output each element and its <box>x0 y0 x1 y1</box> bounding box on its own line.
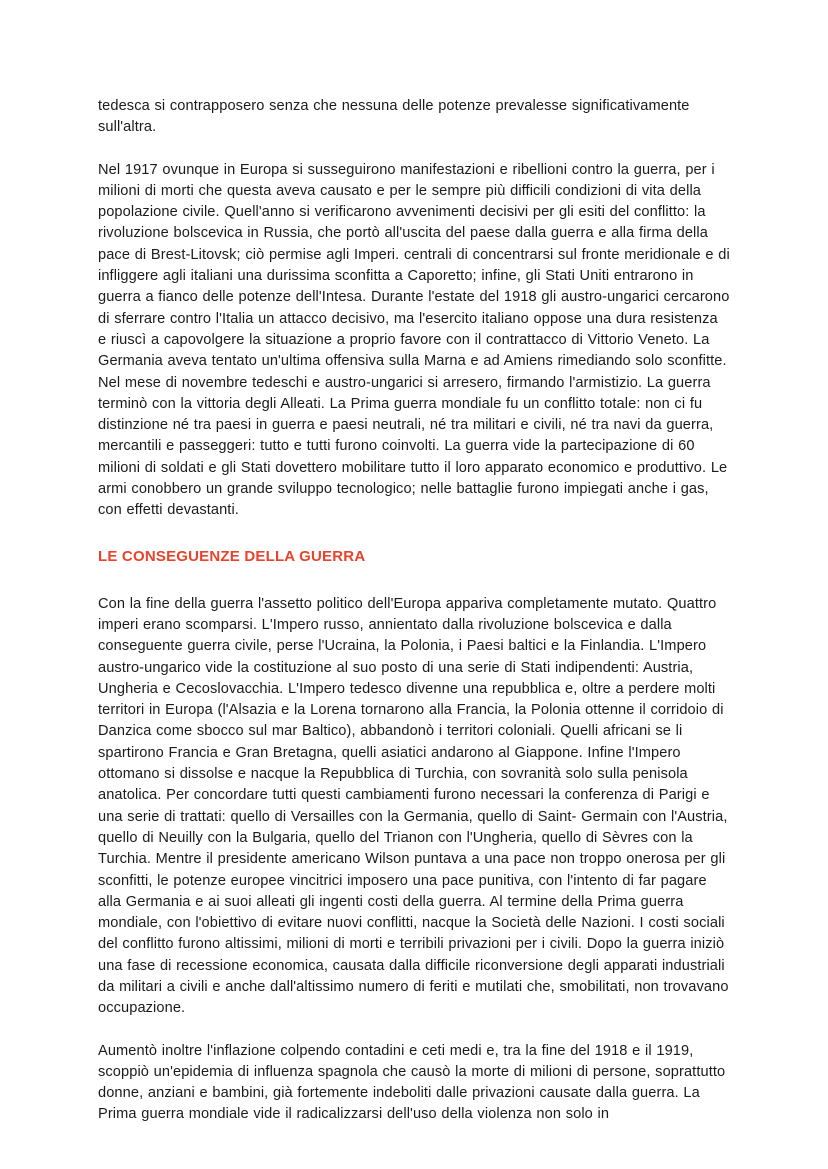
paragraph-continuation: tedesca si contrapposero senza che nessuna delle potenze prevalesse significativamente sull'altra. <box>98 98 690 136</box>
paragraph-inflation-influenza: Aumentò inoltre l'inflazione colpendo contadini e ceti medi e, tra la fine del 1918 e il 1919, scoppiò un'epidemia di influenza spagnola che causò la morte di milioni di persone, soprattutto donne, anziani e bambini, già fortemente indeboliti dalle privazioni causate dalla guerra. La Prima guerra mondiale vide il radicalizzarsi dell'uso della violenza non solo in <box>98 1042 726 1123</box>
paragraph-war-1917-1918: Nel 1917 ovunque in Europa si susseguirono manifestazioni e ribellioni contro la guerra, per i milioni di morti che questa aveva causato e per le sempre più difficili condizioni di vita della popolazione civile. Quell'anno si verificarono avvenimenti decisivi per gli esiti del conflitto: la rivoluzione bolscevica in Russia, che portò all'uscita del paese dalla guerra e alla firma della pace di Brest-Litovsk; ciò permise agli Imperi. centrali di concentrarsi sul fronte meridionale e di infliggere agli italiani una durissima sconfitta a Caporetto; infine, gli Stati Uniti entrarono in guerra a fianco delle potenze dell'Intesa. Durante l'estate del 1918 gli austro-ungarici cercarono di sferrare contro l'Italia un attacco decisivo, ma l'esercito italiano oppose una dura resistenza e riuscì a capovolgere la situazione a proprio favore con il contrattacco di Vittorio Veneto. La Germania aveva tentato un'ultima offensiva sulla Marna e ad Amiens rimediando solo sconfitte. Nel mese di novembre tedeschi e austro-ungarici si arresero, firmando l'armistizio. La guerra terminò con la vittoria degli Alleati. La Prima guerra mondiale fu un conflitto totale: non ci fu distinzione né tra paesi in guerra e paesi neutrali, né tra militari e civili, né tra navi da guerra, mercantili e passeggeri: tutto e tutti furono coinvolti. La guerra vide la partecipazione di 60 milioni di soldati e gli Stati dovettero mobilitare tutto il loro apparato economico e produttivo. Le armi conobbero un grande sviluppo tecnologico; nelle battaglie furono impiegati anche i gas, con effetti devastanti. <box>98 161 730 519</box>
section-heading: LE CONSEGUENZE DELLA GUERRA <box>98 547 366 565</box>
paragraph-consequences: Con la fine della guerra l'assetto politico dell'Europa appariva completamente mutato. Quattro imperi erano scomparsi. L'Impero russo, annientato dalla rivoluzione bolscevica e dalla conseguente guerra civile, perse l'Ucraina, la Polonia, i Paesi baltici e la Finlandia. L'Impero austro-ungarico vide la costituzione al suo posto di una serie di Stati indipendenti: Austria, Ungheria e Cecoslovacchia. L'Impero tedesco divenne una repubblica e, oltre a perdere molti territori in Europa (l'Alsazia e la Lorena tornarono alla Francia, la Polonia ottenne il corridoio di Danzica come sbocco sul mar Baltico), abbandonò i territori coloniali. Quelli africani se li spartirono Francia e Gran Bretagna, quelli asiatici andarono al Giappone. Infine l'Impero ottomano si dissolse e nacque la Repubblica di Turchia, con sovranità solo sulla penisola anatolica. Per concordare tutti questi cambiamenti furono necessari la conferenza di Parigi e una serie di trattati: quello di Versailles con la Germania, quello di Saint- Germain con l'Austria, quello di Neuilly con la Bulgaria, quello del Trianon con l'Ungheria, quello di Sèvres con la Turchia. Mentre il presidente americano Wilson puntava a una pace non troppo onerosa per gli sconfitti, le potenze europee vincitrici imposero una pace punitiva, con l'intento di far pagare alla Germania e ai suoi alleati gli ingenti costi della guerra. Al termine della Prima guerra mondiale, con l'obiettivo di evitare nuovi conflitti, nacque la Società delle Nazioni. I costi sociali del conflitto furono altissimi, milioni di morti e terribili privazioni per i civili. Dopo la guerra iniziò una fase di recessione economica, causata dalla difficile riconversione degli apparati industriali da militari a civili e anche dall'altissimo numero di feriti e mutilati che, smobilitati, non trovavano occupazione. <box>98 595 729 1017</box>
